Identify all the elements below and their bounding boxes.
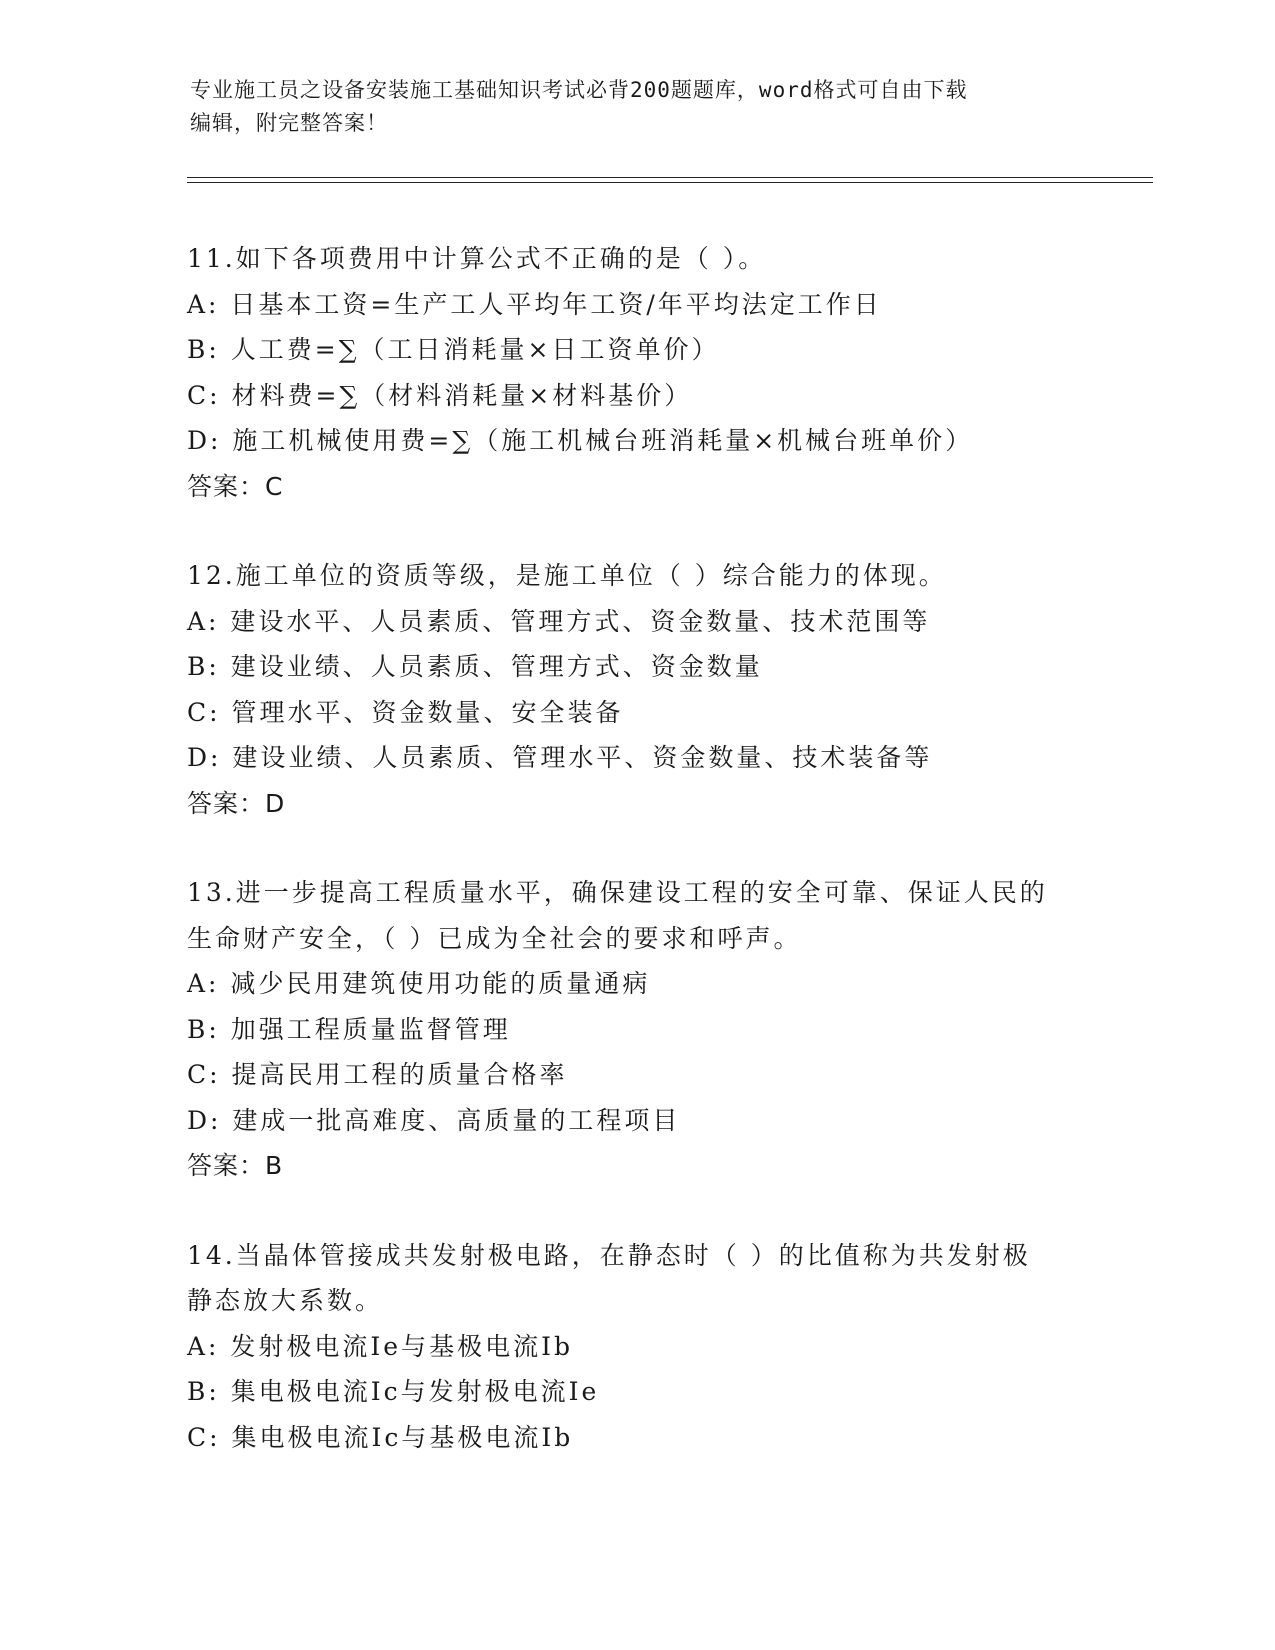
header-divider-bottom (187, 182, 1153, 183)
question-13 (187, 870, 1087, 1189)
option-c: C: 管理水平、资金数量、安全装备 (187, 697, 624, 727)
question-14 (187, 1233, 1087, 1461)
header-line-2: 编辑，附完整答案！ (190, 111, 388, 135)
question-stem: 12.施工单位的资质等级，是施工单位（ ）综合能力的体现。 (187, 561, 947, 590)
question-stem: 14.当晶体管接成共发射极电路，在静态时（ ）的比值称为共发射极 (187, 1240, 1031, 1270)
question-stem: 13.进一步提高工程质量水平，确保建设工程的安全可靠、保证人民的 (187, 878, 1048, 907)
header-divider-top (187, 177, 1153, 178)
question-list (187, 236, 1087, 1504)
option-b: B: 集电极电流Ic与发射极电流Ie (187, 1377, 600, 1406)
question-stem: 11.如下各项费用中计算公式不正确的是（ ）。 (187, 244, 767, 273)
document-header (190, 74, 1070, 140)
option-b: B: 人工费=∑（工日消耗量×日工资单价） (187, 335, 720, 364)
answer: 答案：D (187, 788, 286, 818)
question-12 (187, 553, 1087, 826)
option-d: D: 建成一批高难度、高质量的工程项目 (187, 1105, 681, 1135)
option-b: B: 加强工程质量监督管理 (187, 1014, 511, 1044)
option-d: D: 建设业绩、人员素质、管理水平、资金数量、技术装备等 (187, 743, 933, 772)
option-b: B: 建设业绩、人员素质、管理方式、资金数量 (187, 652, 763, 681)
option-c: C: 集电极电流Ic与基极电流Ib (187, 1422, 574, 1452)
question-stem-continued: 生命财产安全，（ ）已成为全社会的要求和呼声。 (187, 923, 802, 953)
option-a: A: 发射极电流Ie与基极电流Ib (187, 1331, 573, 1361)
option-c: C: 材料费=∑（材料消耗量×材料基价） (187, 380, 693, 410)
option-a: A: 减少民用建筑使用功能的质量通病 (187, 969, 651, 998)
option-c: C: 提高民用工程的质量合格率 (187, 1060, 568, 1089)
option-a: A: 建设水平、人员素质、管理方式、资金数量、技术范围等 (187, 606, 931, 636)
header-line-1: 专业施工员之设备安装施工基础知识考试必背200题题库，word格式可自由下载 (190, 78, 968, 102)
option-d: D: 施工机械使用费=∑（施工机械台班消耗量×机械台班单价） (187, 426, 974, 455)
question-stem-continued: 静态放大系数。 (187, 1286, 384, 1315)
option-a: A: 日基本工资=生产工人平均年工资/年平均法定工作日 (187, 289, 882, 319)
question-11 (187, 236, 1087, 509)
answer: 答案：C (187, 471, 284, 501)
answer: 答案：B (187, 1151, 284, 1180)
